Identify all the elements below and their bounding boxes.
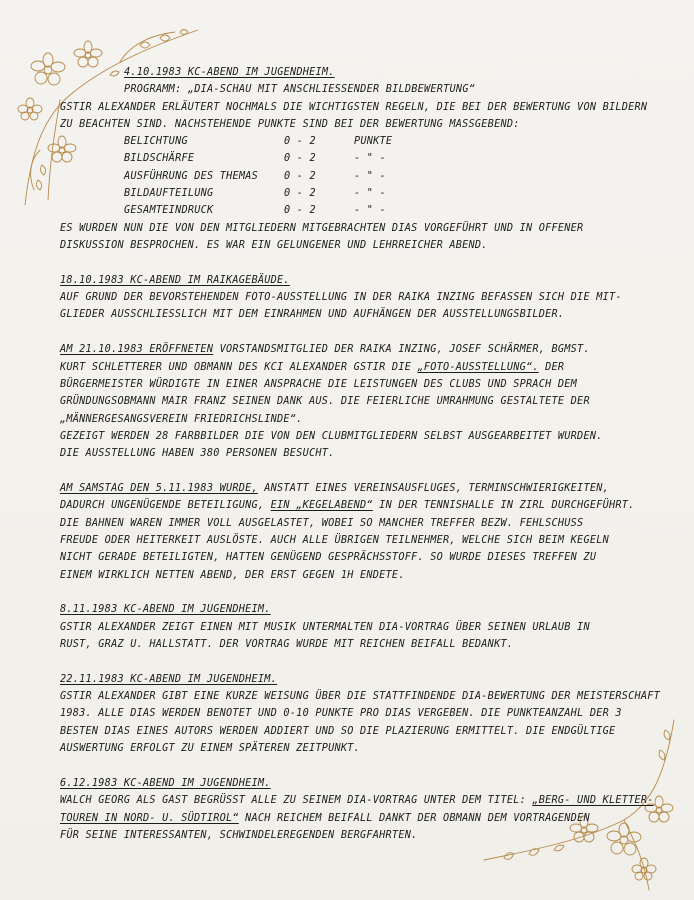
entry-line: DISKUSSION BESPROCHEN. ES WAR EIN GELUNGENER UND LEHRREICHER ABEND. [60,239,488,251]
entry-line: NICHT GERADE BETEILIGTEN, HATTEN GENÜGEND GESPRÄCHSSTOFF. SO WURDE DIESES TREFFEN ZU [60,552,597,564]
entry-line: RUST, GRAZ U. HALLSTATT. DER VORTRAG WURDE MIT REICHEN BEIFALL BEDANKT. [60,638,514,650]
entry-line: DIE BAHNEN WAREN IMMER VOLL AUSGELASTET, WOBEI SO MANCHER TREFFER BEZW. FEHLSCHUSS [60,517,584,529]
criteria-name: GESAMTEINDRUCK [124,205,214,217]
entry-header: 22.11.1983 KC-ABEND IM JUGENDHEIM. [60,673,278,685]
entry-text: ANSTATT EINES VEREINSAUSFLUGES, TERMINSCHWIERIGKEITEN, [257,483,609,495]
criteria-unit: - " - [354,205,386,217]
criteria-name: BILDSCHÄRFE [124,153,195,165]
entry-line: AUSWERTUNG ERFOLGT ZU EINEM SPÄTEREN ZEITPUNKT. [60,743,361,755]
entry-line: GEZEIGT WERDEN 28 FARBBILDER DIE VON DEN CLUBMITGLIEDERN SELBST AUSGEARBEITET WURDEN. [60,430,603,442]
entry-lead: AM 21.10.1983 ERÖFFNETEN [60,344,214,356]
criteria-range: 0 - 2 [284,136,316,148]
entry-line: ES WURDEN NUN DIE VON DEN MITGLIEDERN MITGEBRACHTEN DIAS VORGEFÜHRT UND IN OFFENER [60,222,584,234]
entry-line: DIE AUSSTELLUNG HABEN 380 PERSONEN BESUCHT. [60,448,335,460]
entry-text: DADURCH UNGENÜGENDE BETEILIGUNG, [60,500,271,512]
entry-line: EINEM WIRKLICH NETTEN ABEND, DER ERST GEGEN 1H ENDETE. [60,569,405,581]
entry-text: IN DER TENNISHALLE IN ZIRL DURCHGEFÜHRT. [372,500,635,512]
entry-text: WALCH GEORG ALS GAST BEGRÜSST ALLE ZU SEINEM DIA-VORTRAG UNTER DEM TITEL: [60,795,533,807]
entry-4-10-1983 [60,64,660,99]
chronicle-text [60,64,660,844]
entry-highlight: TOUREN IN NORD- U. SÜDTIROL“ [60,812,239,824]
criteria-range: 0 - 2 [284,188,316,200]
entry-line: GLIEDER AUSSCHLIESSLICH MIT DEM EINRAHMEN UND AUFHÄNGEN DER AUSSTELLUNGSBILDER. [60,309,565,321]
criteria-range: 0 - 2 [284,170,316,182]
entry-line: ZU BEACHTEN SIND. NACHSTEHENDE PUNKTE SIND BEI DER BEWERTUNG MASSGEBEND: [60,118,520,130]
criteria-name: AUSFÜHRUNG DES THEMAS [124,170,259,182]
entry-text: VORSTANDSMITGLIED DER RAIKA INZING, JOSEF SCHÄRMER, BGMST. [213,344,590,356]
entry-program: PROGRAMM: „DIA-SCHAU MIT ANSCHLIESSENDER BILDBEWERTUNG“ [124,84,476,96]
entry-line: FÜR SEINE INTERESSANTEN, SCHWINDELEREGENDEN BERGFAHRTEN. [60,829,418,841]
entry-header: 4.10.1983 KC-ABEND IM JUGENDHEIM. [124,67,335,78]
entry-text: NACH REICHEM BEIFALL DANKT DER OBMANN DEM VORTRAGENDEN [238,812,590,824]
entry-line: AUF GRUND DER BEVORSTEHENDEN FOTO-AUSSTELLUNG IN DER RAIKA INZING BEFASSEN SICH DIE MIT- [60,292,622,304]
criteria-name: BILDAUFTEILUNG [124,188,214,200]
criteria-unit: - " - [354,188,386,200]
entry-header: 18.10.1983 KC-ABEND IM RAIKAGEBÄUDE. [60,274,290,286]
criteria-range: 0 - 2 [284,153,316,165]
entry-header: 8.11.1983 KC-ABEND IM JUGENDHEIM. [60,604,271,616]
entry-text: KURT SCHLETTERER UND OBMANN DES KCI ALEXANDER GSTIR DIE [60,361,418,373]
entry-line: GSTIR ALEXANDER GIBT EINE KURZE WEISUNG ÜBER DIE STATTFINDENDE DIA-BEWERTUNG DER MEISTERSCHAFT [60,691,661,703]
entry-highlight: EIN „KEGELABEND“ [270,500,373,512]
entry-line: BÜRGERMEISTER WÜRDIGTE IN EINER ANSPRACHE DIE LEISTUNGEN DES CLUBS UND SPRACH DEM [60,378,578,390]
entry-line: GSTIR ALEXANDER ERLÄUTERT NOCHMALS DIE WICHTIGSTEN REGELN, DIE BEI DER BEWERTUNG VON BILDERN [60,101,648,113]
entry-line: GRÜNDUNGSOBMANN MAIR FRANZ SEINEN DANK AUS. DIE FEIERLICHE UMRAHMUNG GESTALTETE DER [60,396,590,408]
criteria-name: BELICHTUNG [124,136,188,148]
entry-lead: AM SAMSTAG DEN 5.11.1983 WURDE, [60,483,258,495]
criteria-unit: - " - [354,153,386,165]
entry-line: „MÄNNERGESANGSVEREIN FRIEDRICHSLINDE“. [60,413,303,425]
entry-line: GSTIR ALEXANDER ZEIGT EINEN MIT MUSIK UNTERMALTEN DIA-VORTRAG ÜBER SEINEN URLAUB IN [60,621,590,633]
entry-text: DER [538,361,565,373]
entry-line: FREUDE ODER HEITERKEIT AUSLÖSTE. AUCH ALLE ÜBRIGEN TEILNEHMER, WELCHE SICH BEIM KEGELN [60,534,609,546]
criteria-unit: - " - [354,170,386,182]
criteria-range: 0 - 2 [284,205,316,217]
entry-header: 6.12.1983 KC-ABEND IM JUGENDHEIM. [60,777,271,789]
entry-line: 1983. ALLE DIAS WERDEN BENOTET UND 0-10 PUNKTE PRO DIAS VERGEBEN. DIE PUNKTEANZAHL DER 3 [60,708,622,720]
entry-line: BESTEN DIAS EINES AUTORS WERDEN ADDIERT UND SO DIE PLAZIERUNG ERMITTELT. DIE ENDGÜLTIGE [60,725,616,737]
criteria-unit: PUNKTE [354,136,393,148]
criteria-table [60,133,660,219]
entry-highlight: „FOTO-AUSSTELLUNG“. [417,361,539,373]
entry-highlight: „BERG- UND KLETTER- [532,795,654,807]
